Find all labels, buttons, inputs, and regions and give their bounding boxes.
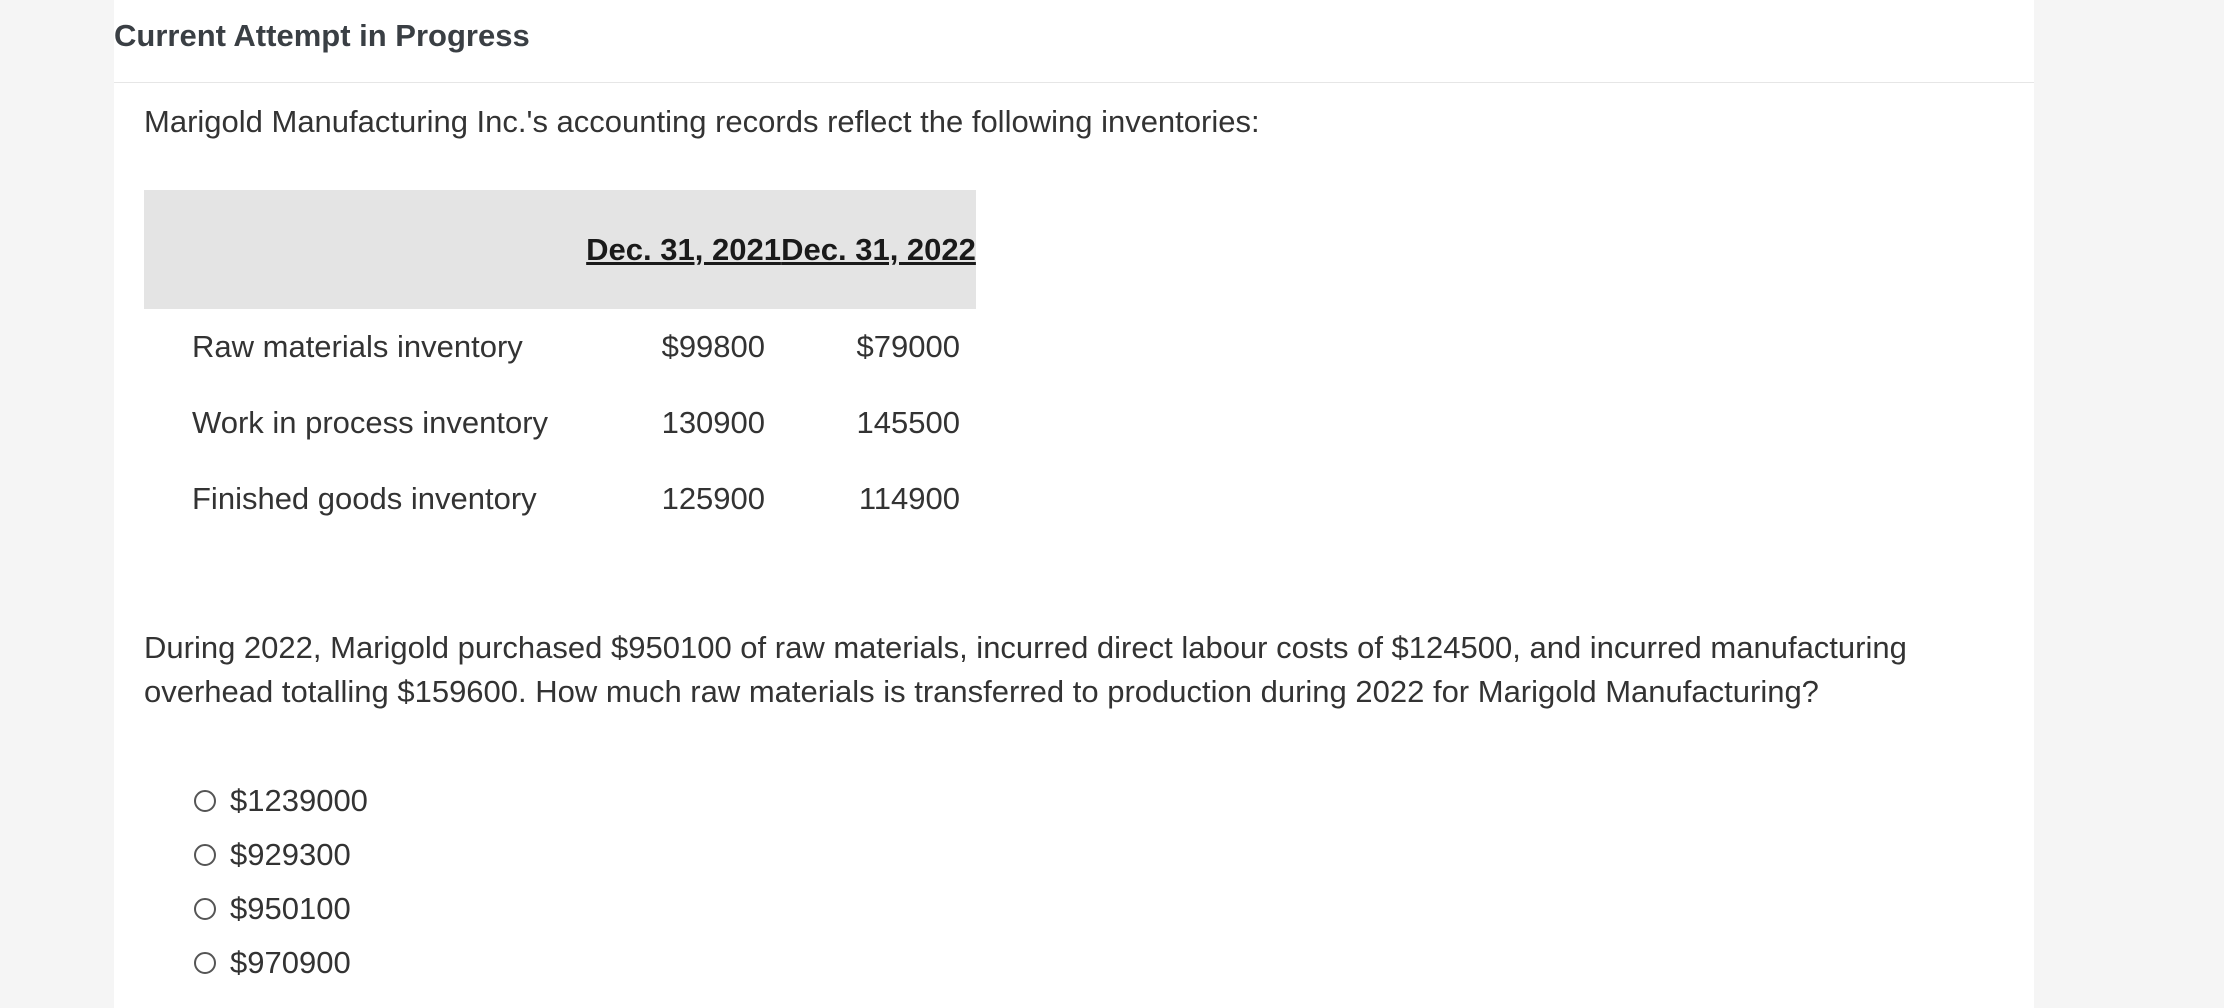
option-label: $970900 [230, 945, 351, 980]
answer-option-4[interactable] [194, 936, 368, 990]
finished-goods-2022: 114900 [858, 481, 960, 516]
question-intro: Marigold Manufacturing Inc.'s accounting records reflect the following inventories: [144, 104, 1260, 139]
row-label-work-in-process: Work in process inventory [192, 405, 549, 440]
table-row [144, 309, 976, 385]
table-header-row [144, 190, 976, 309]
header-divider [114, 82, 2034, 83]
question-panel [114, 0, 2034, 1008]
radio-button[interactable] [194, 844, 216, 866]
finished-goods-2021: 125900 [661, 481, 766, 516]
option-label: $950100 [230, 891, 351, 926]
answer-option-3[interactable] [194, 882, 368, 936]
answer-options [194, 774, 368, 990]
work-in-process-2022: 145500 [856, 405, 960, 440]
row-label-raw-materials: Raw materials inventory [192, 329, 523, 364]
answer-option-2[interactable] [194, 828, 368, 882]
column-header-2022: Dec. 31, 2022 [781, 190, 976, 309]
raw-materials-2021: $99800 [661, 329, 766, 364]
option-label: $1239000 [230, 783, 368, 818]
column-header-2021: Dec. 31, 2021 [586, 190, 781, 309]
radio-button[interactable] [194, 952, 216, 974]
table-row [144, 461, 976, 537]
table-header-empty [144, 190, 586, 309]
work-in-process-2021: 130900 [661, 405, 766, 440]
radio-button[interactable] [194, 790, 216, 812]
answer-option-1[interactable] [194, 774, 368, 828]
inventory-table [144, 190, 976, 537]
row-label-finished-goods: Finished goods inventory [192, 481, 537, 516]
raw-materials-2022: $79000 [856, 329, 960, 364]
option-label: $929300 [230, 837, 351, 872]
question-prompt: During 2022, Marigold purchased $950100 of raw materials, incurred direct labour costs of $124500, and incurred manufacturing overhead totalling $159600. How much raw materials is transferred to production during 2022 for Marigold Manufacturing? [144, 630, 1907, 709]
attempt-title: Current Attempt in Progress [114, 18, 530, 53]
table-row [144, 385, 976, 461]
radio-button[interactable] [194, 898, 216, 920]
